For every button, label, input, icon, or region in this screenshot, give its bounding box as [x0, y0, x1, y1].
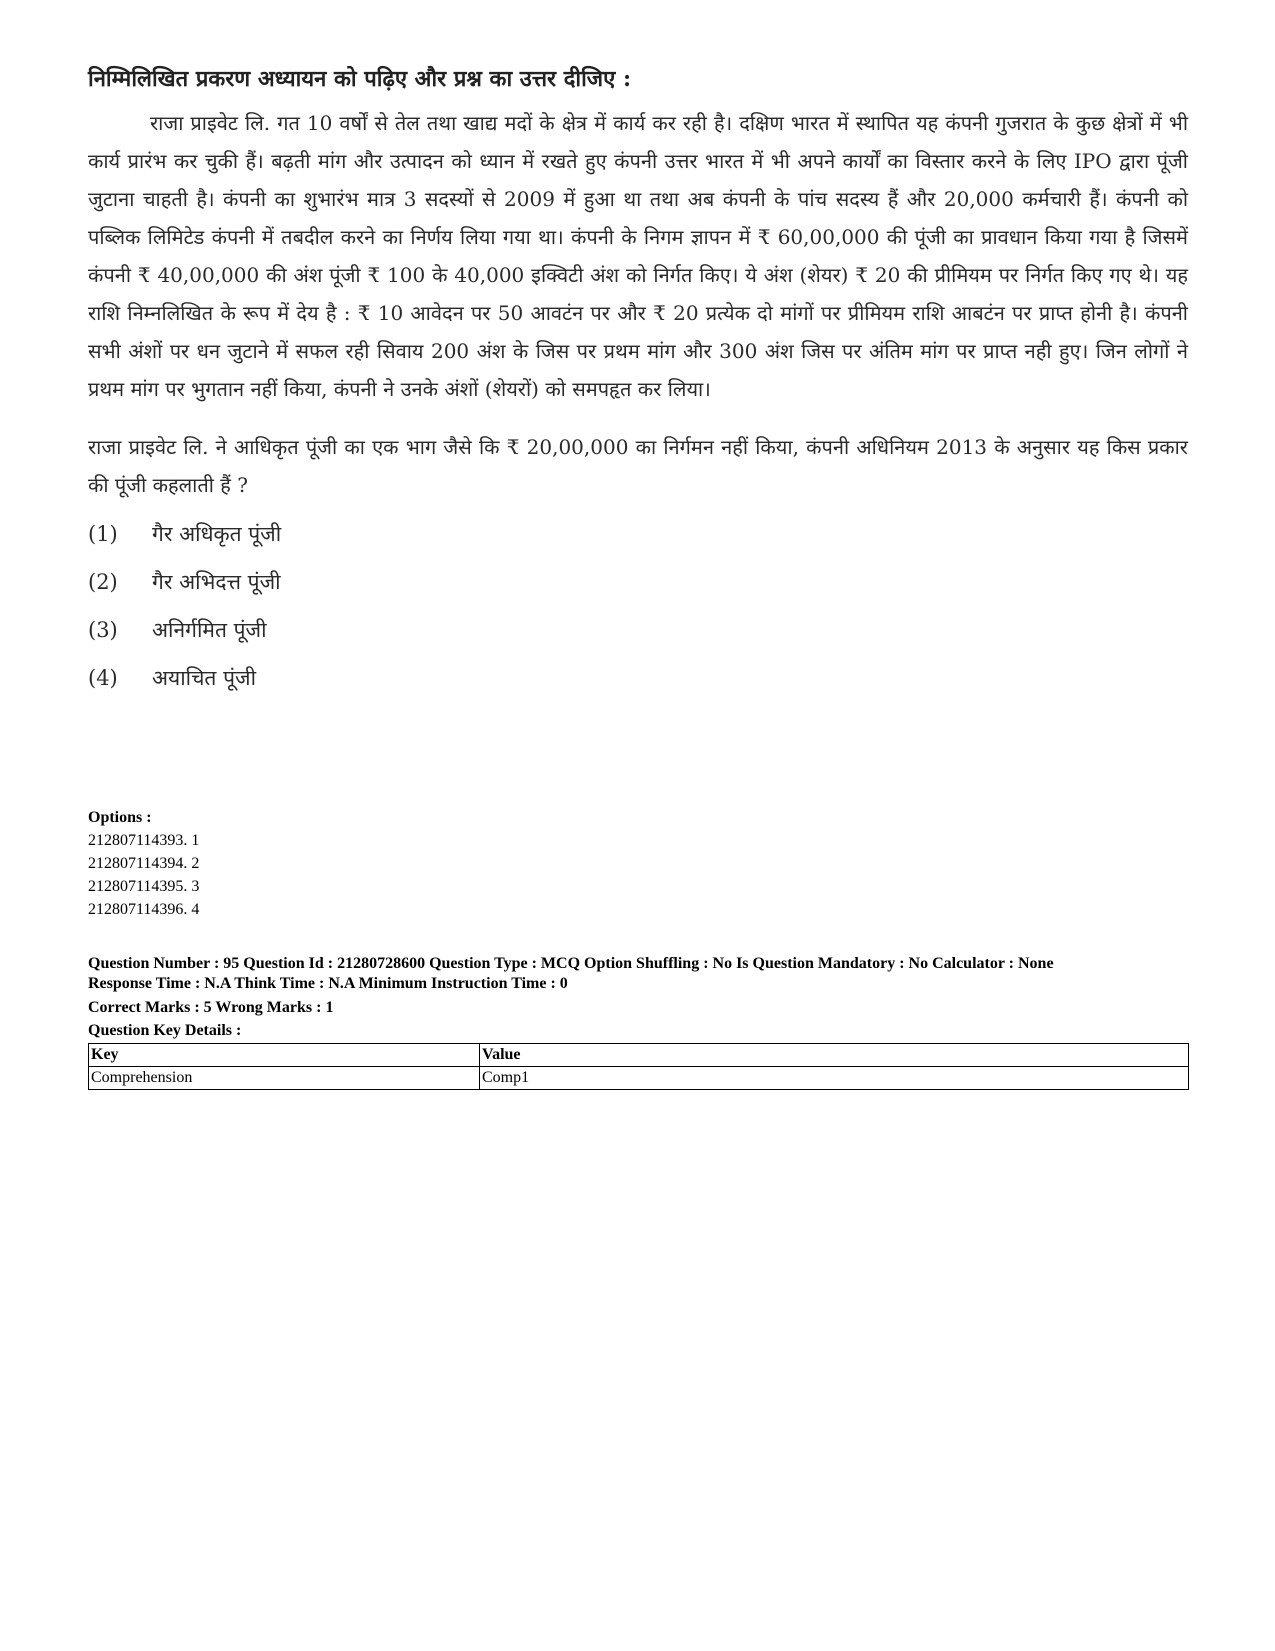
choice-number: (2): [88, 570, 118, 594]
choice-number: (1): [88, 522, 118, 546]
key-value-table: [88, 1043, 1189, 1090]
choice-number: (3): [88, 618, 118, 642]
option-item: 212807114395. 3: [88, 878, 200, 895]
choice-3: [88, 606, 1188, 654]
marks-line: Correct Marks : 5 Wrong Marks : 1: [88, 999, 334, 1016]
passage-heading: निम्मिलिखित प्रकरण अध्यायन को पढ़िए और प्रश्न का उत्तर दीजिए :: [88, 66, 632, 92]
question-text: राजा प्राइवेट लि. ने आधिकृत पूंजी का एक भाग जैसे कि ₹ 20,00,000 का निर्गमन नहीं किया, कंपनी अधिनियम 2013 के अनुसार यह किस प्रकार की पूंजी कहलाती हैं ?: [88, 435, 1188, 497]
choice-text: अयाचित पूंजी: [152, 666, 257, 690]
metadata-line-2: Response Time : N.A Think Time : N.A Minimum Instruction Time : 0: [88, 975, 568, 992]
option-item: 212807114396. 4: [88, 901, 200, 918]
table-cell-key: Comprehension: [89, 1067, 480, 1090]
option-item: 212807114393. 1: [88, 832, 200, 849]
question-image: [88, 62, 1188, 702]
choice-text: गैर अधिकृत पूंजी: [152, 522, 282, 546]
option-item: 212807114394. 2: [88, 855, 200, 872]
table-cell-value: Comp1: [480, 1067, 1189, 1090]
choice-1: [88, 510, 1188, 558]
table-header-key: Key: [89, 1044, 480, 1067]
choice-number: (4): [88, 666, 118, 690]
options-list: [88, 806, 199, 921]
table-header-value: Value: [480, 1044, 1189, 1067]
passage-paragraph: राजा प्राइवेट लि. गत 10 वर्षों से तेल तथा खाद्य मदों के क्षेत्र में कार्य कर रही है। दक्षिण भारत में स्थापित यह कंपनी गुजरात के कुछ क्षेत्रों में भी कार्य प्रारंभ कर चुकी हैं। बढ़ती मांग और उत्पादन को ध्यान में रखते हुए कंपनी उत्तर भारत में भी अपने कार्यों का विस्तार करने के लिए IPO द्वारा पूंजी जुटाना चाहती है। कंपनी का शुभारंभ मात्र 3 सदस्यों से 2009 में हुआ था तथा अब कंपनी के पांच सदस्य हैं और 20,000 कर्मचारी हैं। कंपनी को पब्लिक लिमिटेड कंपनी में तबदील करने का निर्णय लिया गया था। कंपनी के निगम ज्ञापन में ₹ 60,00,000 की पूंजी का प्रावधान किया गया है जिसमें कंपनी ₹ 40,00,000 की अंश पूंजी ₹ 100 के 40,000 इक्विटी अंश को निर्गत किए। ये अंश (शेयर) ₹ 20 की प्रीमियम पर निर्गत किए गए थे। यह राशि निम्नलिखित के रूप में देय है : ₹ 10 आवेदन पर 50 आवटंन पर और ₹ 20 प्रत्येक दो मांगों पर प्रीमियम राशि आबटंन पर प्राप्त होनी है। कंपनी सभी अंशों पर धन जुटाने में सफल रही सिवाय 200 अंश के जिस पर प्रथम मांग और 300 अंश जिस पर अंतिम मांग पर प्राप्त नही हुए। जिन लोगों ने प्रथम मांग पर भुगतान नहीं किया, कंपनी ने उनके अंशों (शेयरों) को समपहृत कर लिया।: [88, 111, 1188, 401]
choice-2: [88, 558, 1188, 606]
choice-text: गैर अभिदत्त पूंजी: [152, 570, 281, 594]
table-header-row: [89, 1044, 1189, 1067]
options-label: Options :: [88, 809, 152, 826]
key-details-label: Question Key Details :: [88, 1022, 242, 1039]
metadata-line-1: Question Number : 95 Question Id : 21280728600 Question Type : MCQ Option Shuffling : No Is Question Mandatory : No Calculator : None: [88, 955, 1054, 972]
table-row: [89, 1067, 1189, 1090]
question-metadata: [88, 954, 1188, 994]
choice-text: अनिर्गमित पूंजी: [152, 618, 267, 642]
choice-4: [88, 654, 1188, 702]
